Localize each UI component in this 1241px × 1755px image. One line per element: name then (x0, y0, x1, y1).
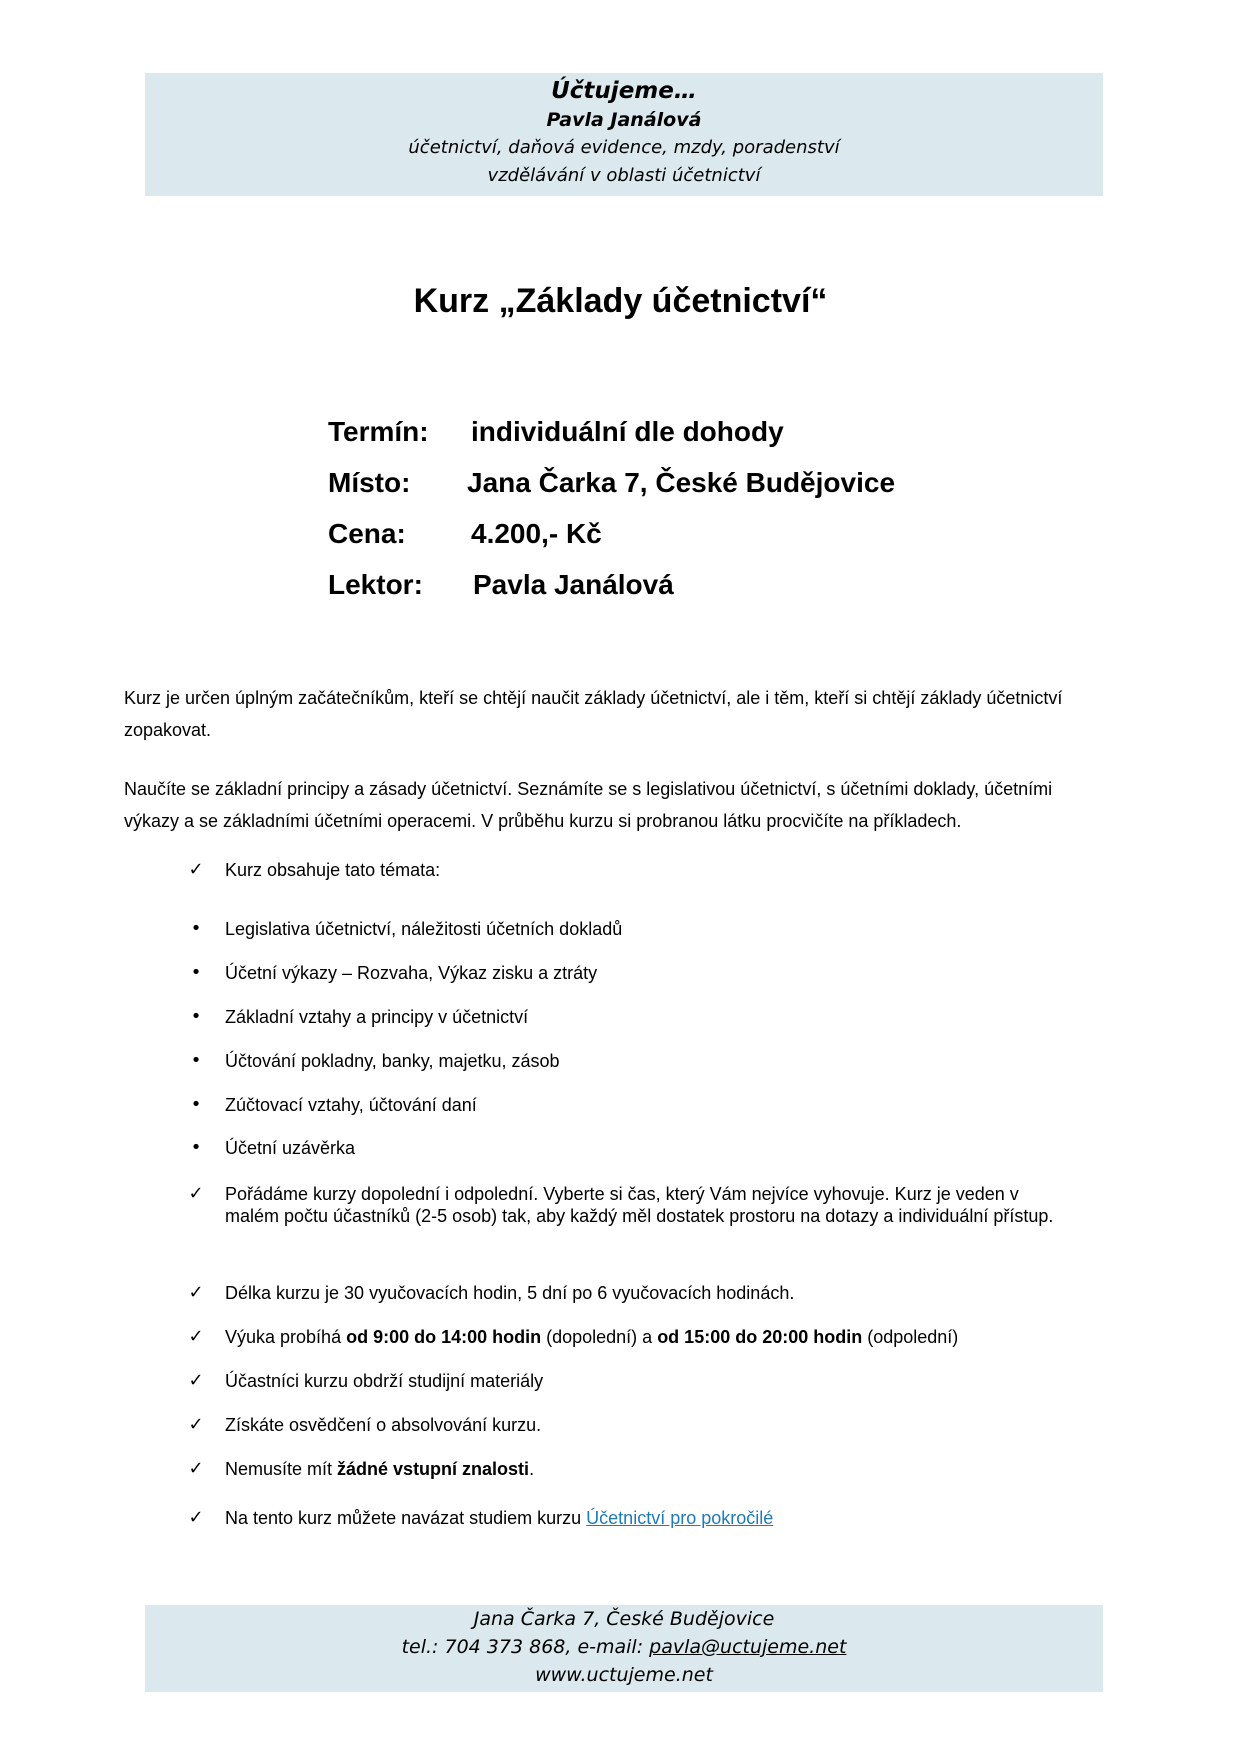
checkmark-icon: ✓ (188, 859, 204, 880)
info-label: Lektor: (328, 569, 423, 600)
topics-intro: Kurz obsahuje tato témata: (225, 860, 441, 880)
footer-address: Jana Čarka 7, České Budějovice (473, 1608, 775, 1630)
topic-text: Legislativa účetnictví, náležitosti účetních dokladů (225, 919, 623, 939)
services-line: účetnictví, daňová evidence, mzdy, poradenství (408, 137, 840, 158)
knowledge-suffix: . (529, 1459, 535, 1479)
intro-paragraph: Kurz je určen úplným začátečníkům, kteří se chtějí naučit základy účetnictví, ale i těm, kteří si chtějí základy účetnictví zopakovat. (124, 688, 1063, 740)
times-middle: (dopolední) a (541, 1327, 658, 1347)
certificate-note: Získáte osvědčení o absolvování kurzu. (225, 1415, 542, 1435)
checkmark-icon: ✓ (188, 1326, 204, 1347)
course-title: Kurz „Základy účetnictví“ (413, 282, 828, 320)
knowledge-note (225, 1458, 1065, 1480)
bullet-icon: • (190, 1137, 202, 1158)
topic-text: Účetní výkazy – Rozvaha, Výkaz zisku a ztráty (225, 963, 598, 983)
footer-contact (145, 1633, 1103, 1661)
letterhead-header (145, 73, 1103, 196)
education-line: vzdělávání v oblasti účetnictví (487, 165, 761, 186)
bullet-icon: • (190, 918, 202, 939)
checkmark-icon: ✓ (188, 1507, 204, 1528)
knowledge-bold: žádné vstupní znalosti (337, 1459, 530, 1479)
info-value: 4.200,- Kč (471, 518, 602, 549)
checkmark-icon: ✓ (188, 1183, 204, 1204)
length-note: Délka kurzu je 30 vyučovacích hodin, 5 dní po 6 vyučovacích hodinách. (225, 1283, 795, 1303)
times-morning: od 9:00 do 14:00 hodin (346, 1327, 542, 1347)
description-paragraph: Naučíte se základní principy a zásady účetnictví. Seznámíte se s legislativou účetnictví, s účetními doklady, účetními výkazy a se základními účetními operacemi. V průběhu kurzu si probranou látku procvičíte na příkladech. (124, 779, 1053, 831)
bullet-icon: • (190, 1094, 202, 1115)
advanced-course-link[interactable]: Účetnictví pro pokročilé (586, 1508, 774, 1528)
info-value: individuální dle dohody (471, 416, 784, 447)
checkmark-icon: ✓ (188, 1414, 204, 1435)
bullet-icon: • (190, 962, 202, 983)
email-link[interactable]: pavla@uctujeme.net (649, 1636, 847, 1658)
bullet-icon: • (190, 1050, 202, 1071)
topic-text: Základní vztahy a principy v účetnictví (225, 1007, 529, 1027)
bullet-icon: • (190, 1006, 202, 1027)
checkmark-icon: ✓ (188, 1370, 204, 1391)
info-label: Cena: (328, 518, 406, 549)
times-afternoon: od 15:00 do 20:00 hodin (657, 1327, 863, 1347)
info-label: Místo: (328, 467, 411, 498)
times-suffix: (odpolední) (862, 1327, 959, 1347)
letterhead-footer (145, 1605, 1103, 1692)
schedule-note: Pořádáme kurzy dopolední i odpolední. Vyberte si čas, který Vám nejvíce vyhovuje. Kurz je veden v malém počtu účastníků (2-5 osob) tak, aby každý měl dostatek prostoru na dotazy a individuální přístup. (225, 1184, 1054, 1226)
checkmark-icon: ✓ (188, 1282, 204, 1303)
knowledge-prefix: Nemusíte mít (225, 1459, 338, 1479)
info-value: Pavla Janálová (473, 569, 674, 600)
company-name: Účtujeme… (551, 78, 697, 104)
contact-prefix: tel.: 704 373 868, e-mail: (401, 1636, 650, 1658)
followup-prefix: Na tento kurz můžete navázat studiem kurzu (225, 1508, 587, 1528)
topic-text: Účetní uzávěrka (225, 1138, 356, 1158)
checkmark-icon: ✓ (188, 1458, 204, 1479)
owner-name: Pavla Janálová (546, 109, 702, 131)
topic-text: Zúčtovací vztahy, účtování daní (225, 1095, 477, 1115)
info-label: Termín: (328, 416, 429, 447)
footer-web: www.uctujeme.net (535, 1664, 713, 1686)
followup-note (225, 1507, 1065, 1529)
topic-text: Účtování pokladny, banky, majetku, zásob (225, 1051, 560, 1071)
times-note (225, 1326, 1065, 1348)
times-prefix: Výuka probíhá (225, 1327, 347, 1347)
info-value: Jana Čarka 7, České Budějovice (467, 467, 896, 498)
materials-note: Účastníci kurzu obdrží studijní materiály (225, 1371, 544, 1391)
